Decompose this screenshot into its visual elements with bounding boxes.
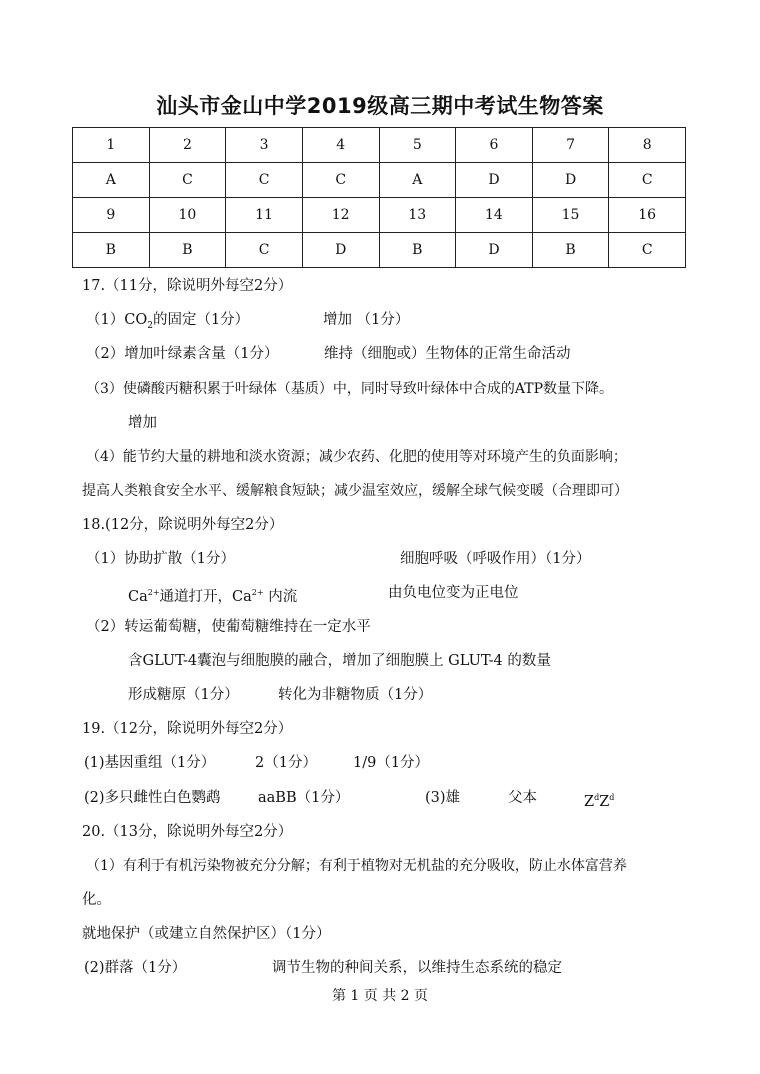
q19-part2-answer-a: (2)多只雌性白色鹦鹉 <box>84 790 221 806</box>
answer-cell: A <box>73 163 150 198</box>
q18-part1-answer-d: 由负电位变为正电位 <box>388 585 519 601</box>
question-number-cell: 6 <box>456 128 533 163</box>
question-number-cell: 1 <box>73 128 150 163</box>
q17-part3-answer-b: 增加 <box>128 415 157 431</box>
q18-part1-answer-a: （1）协助扩散（1分） <box>86 551 235 567</box>
q19-part2-answer-b: aaBB（1分） <box>258 790 350 806</box>
table-row-question-numbers <box>73 128 686 163</box>
q19-part1-answer-a: (1)基因重组（1分） <box>84 755 216 771</box>
q19-part3-answer-a: (3)雄 <box>425 790 461 806</box>
answer-cell: D <box>302 233 379 268</box>
answer-cell: D <box>456 233 533 268</box>
question-number-cell: 3 <box>226 128 303 163</box>
answer-cell: C <box>609 233 686 268</box>
q20-part2-answer-b: 调节生物的种间关系，以维持生态系统的稳定 <box>272 960 562 976</box>
q17-part3-answer-a: （3）使磷酸丙糖积累于叶绿体（基质）中，同时导致叶绿体中合成的ATP数量下降。 <box>86 381 614 397</box>
q18-part2-answer-a: （2）转运葡萄糖，使葡萄糖维持在一定水平 <box>86 619 371 635</box>
question-number-cell: 11 <box>226 198 303 233</box>
q17-part1-answer-b: 增加 （1分） <box>323 312 410 328</box>
q20-part1-answer-line1: （1）有利于有机污染物被充分分解；有利于植物对无机盐的充分吸收，防止水体富营养 <box>86 858 627 874</box>
page-footer: 第 1 页 共 2 页 <box>331 988 429 1004</box>
q20-part2-answer-a: (2)群落（1分） <box>84 960 187 976</box>
q20-header: 20.（13分，除说明外每空2分） <box>82 824 293 840</box>
answer-cell: B <box>532 233 609 268</box>
q17-header: 17.（11分，除说明外每空2分） <box>82 278 293 294</box>
q20-part1-answer-c: 就地保护（或建立自然保护区）（1分） <box>82 926 331 942</box>
q18-part1-answer-b: 细胞呼吸（呼吸作用）（1分） <box>400 551 591 567</box>
answer-cell: C <box>226 163 303 198</box>
answer-cell: C <box>149 163 226 198</box>
answer-cell: B <box>73 233 150 268</box>
q17-part4-answer-line1: （4）能节约大量的耕地和淡水资源；减少农药、化肥的使用等对环境产生的负面影响； <box>86 449 627 465</box>
question-number-cell: 4 <box>302 128 379 163</box>
answer-cell: D <box>532 163 609 198</box>
question-number-cell: 10 <box>149 198 226 233</box>
question-number-cell: 15 <box>532 198 609 233</box>
question-number-cell: 12 <box>302 198 379 233</box>
question-number-cell: 7 <box>532 128 609 163</box>
q17-part2-answer-b: 维持（细胞或）生物体的正常生命活动 <box>324 346 571 362</box>
question-number-cell: 2 <box>149 128 226 163</box>
answer-cell: B <box>149 233 226 268</box>
q18-part2-answer-c: 形成糖原（1分） <box>128 687 239 703</box>
question-number-cell: 8 <box>609 128 686 163</box>
q18-part2-answer-d: 转化为非糖物质（1分） <box>278 687 433 703</box>
answer-cell: A <box>379 163 456 198</box>
q18-part1-answer-c: $Ca^{2+}$通道打开，$Ca^{2+}$ 内流 <box>128 588 298 605</box>
q18-header: 18.(12分，除说明外每空2分） <box>82 517 284 533</box>
q20-part1-answer-line2: 化。 <box>82 892 111 908</box>
q17-part4-answer-line2: 提高人类粮食安全水平、缓解粮食短缺；减少温室效应，缓解全球气候变暖（合理即可） <box>82 483 628 499</box>
answer-cell: C <box>609 163 686 198</box>
question-number-cell: 5 <box>379 128 456 163</box>
answer-cell: D <box>456 163 533 198</box>
q19-part1-answer-b: 2（1分） <box>255 755 317 771</box>
q19-part1-answer-c: 1/9（1分） <box>353 755 430 771</box>
q18-part2-answer-b: 含GLUT-4囊泡与细胞膜的融合，增加了细胞膜上 GLUT-4 的数量 <box>128 653 551 669</box>
question-number-cell: 14 <box>456 198 533 233</box>
table-row-question-numbers <box>73 198 686 233</box>
answer-cell: C <box>302 163 379 198</box>
q17-part2-answer-a: （2）增加叶绿素含量（1分） <box>86 346 279 362</box>
q19-part3-answer-c: $Z^dZ^d$ <box>584 793 615 810</box>
answer-cell: C <box>226 233 303 268</box>
answer-table <box>72 127 686 268</box>
table-row-answers <box>73 163 686 198</box>
q19-part3-answer-b: 父本 <box>508 790 537 806</box>
q19-header: 19.（12分，除说明外每空2分） <box>82 721 293 737</box>
page-title: 汕头市金山中学2019级高三期中考试生物答案 <box>156 94 604 118</box>
question-number-cell: 16 <box>609 198 686 233</box>
question-number-cell: 9 <box>73 198 150 233</box>
q17-part1-answer-a: $(1)CO_2$的固定（1分） <box>86 312 250 331</box>
table-row-answers <box>73 233 686 268</box>
answer-cell: B <box>379 233 456 268</box>
question-number-cell: 13 <box>379 198 456 233</box>
